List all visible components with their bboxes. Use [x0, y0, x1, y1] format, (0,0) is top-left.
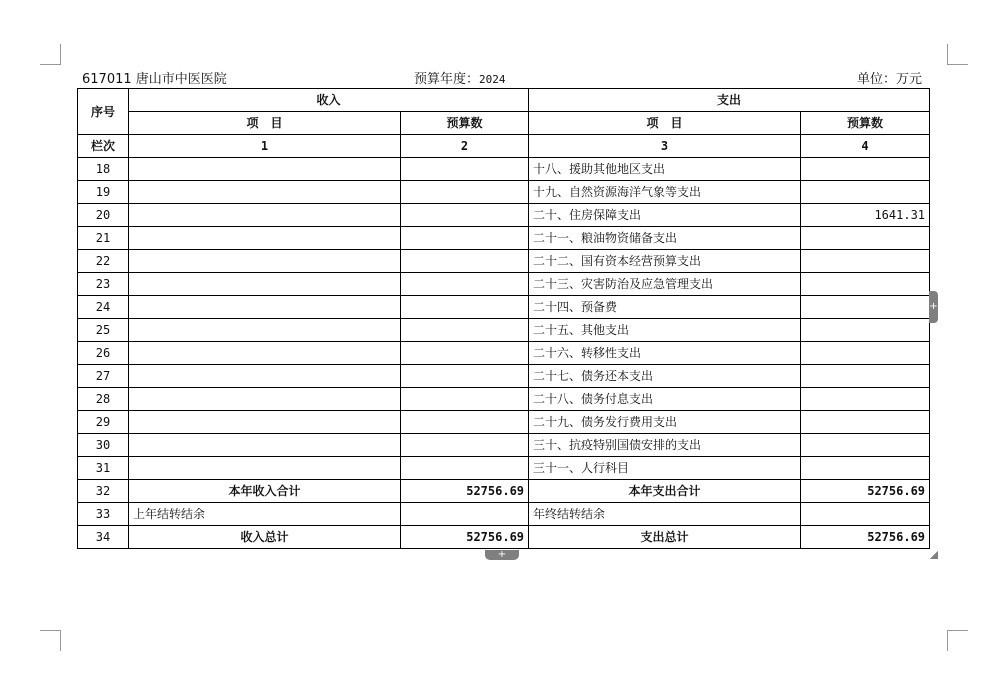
- row-seq[interactable]: 28: [78, 388, 129, 411]
- expense-item-cell[interactable]: 十八、援助其他地区支出: [529, 158, 801, 181]
- income-amount-cell[interactable]: [401, 388, 529, 411]
- expense-amount-cell[interactable]: [801, 365, 930, 388]
- row-seq[interactable]: 21: [78, 227, 129, 250]
- income-item-cell[interactable]: [129, 227, 401, 250]
- row-seq[interactable]: 34: [78, 526, 129, 549]
- income-item-cell[interactable]: [129, 273, 401, 296]
- expense-item-cell[interactable]: 二十、住房保障支出: [529, 204, 801, 227]
- organization-name: 617011 唐山市中医医院: [82, 72, 227, 87]
- income-item-cell[interactable]: [129, 319, 401, 342]
- income-amount-cell[interactable]: [401, 296, 529, 319]
- crop-mark-bottom-right: [947, 630, 968, 651]
- expense-item-cell[interactable]: 二十三、灾害防治及应急管理支出: [529, 273, 801, 296]
- income-amount-cell[interactable]: [401, 250, 529, 273]
- income-item-cell[interactable]: [129, 365, 401, 388]
- expense-amount-cell[interactable]: [801, 227, 930, 250]
- expense-amount-cell[interactable]: [801, 250, 930, 273]
- table-row: [78, 273, 930, 296]
- expense-item-cell[interactable]: 二十四、预备费: [529, 296, 801, 319]
- income-amount-cell[interactable]: [401, 411, 529, 434]
- expense-amount-cell[interactable]: 1641.31: [801, 204, 930, 227]
- expense-item-cell[interactable]: 二十六、转移性支出: [529, 342, 801, 365]
- expense-item-cell[interactable]: 二十八、债务付息支出: [529, 388, 801, 411]
- row-seq[interactable]: 23: [78, 273, 129, 296]
- row-seq[interactable]: 30: [78, 434, 129, 457]
- income-amount-cell[interactable]: [401, 158, 529, 181]
- expense-item-cell[interactable]: 三十一、人行科目: [529, 457, 801, 480]
- income-item-cell[interactable]: [129, 434, 401, 457]
- table-resize-handle[interactable]: [930, 551, 938, 559]
- income-amount-cell[interactable]: [401, 319, 529, 342]
- expense-amount-cell[interactable]: [801, 181, 930, 204]
- income-item-cell[interactable]: [129, 158, 401, 181]
- table-row: [78, 319, 930, 342]
- table-row: [78, 365, 930, 388]
- income-amount-cell[interactable]: [401, 181, 529, 204]
- expense-amount-cell[interactable]: [801, 411, 930, 434]
- row-seq[interactable]: 27: [78, 365, 129, 388]
- budget-year: [414, 68, 506, 87]
- income-item-cell[interactable]: [129, 296, 401, 319]
- income-amount-cell[interactable]: [401, 204, 529, 227]
- income-item-cell[interactable]: [129, 388, 401, 411]
- expense-amount-cell[interactable]: [801, 319, 930, 342]
- budget-year-value: 2024: [479, 73, 506, 86]
- row-seq[interactable]: 24: [78, 296, 129, 319]
- income-amount-cell[interactable]: [401, 342, 529, 365]
- row-seq[interactable]: 33: [78, 503, 129, 526]
- expense-item-cell[interactable]: 三十、抗疫特别国债安排的支出: [529, 434, 801, 457]
- expense-summary-amount[interactable]: [801, 503, 930, 526]
- col-index-3: 3: [529, 135, 801, 158]
- expense-summary-amount[interactable]: 52756.69: [801, 526, 930, 549]
- expense-item-cell[interactable]: 十九、自然资源海洋气象等支出: [529, 181, 801, 204]
- budget-table: [77, 88, 930, 549]
- expense-item-cell[interactable]: 二十五、其他支出: [529, 319, 801, 342]
- income-item-cell[interactable]: [129, 342, 401, 365]
- header-income-item: 项 目: [129, 112, 401, 135]
- expense-summary-label[interactable]: 年终结转结余: [529, 503, 801, 526]
- budget-year-label: 预算年度：: [414, 72, 480, 87]
- income-amount-cell[interactable]: [401, 227, 529, 250]
- row-seq[interactable]: 20: [78, 204, 129, 227]
- income-summary-label[interactable]: 上年结转结余: [129, 503, 401, 526]
- col-index-1: 1: [129, 135, 401, 158]
- income-amount-cell[interactable]: [401, 273, 529, 296]
- expense-summary-amount[interactable]: 52756.69: [801, 480, 930, 503]
- header-income: 收入: [129, 89, 529, 112]
- expense-item-cell[interactable]: 二十一、粮油物资储备支出: [529, 227, 801, 250]
- header-seq: 序号: [78, 89, 129, 135]
- income-amount-cell[interactable]: [401, 457, 529, 480]
- row-seq[interactable]: 26: [78, 342, 129, 365]
- crop-mark-bottom-left: [40, 630, 61, 651]
- table-row: [78, 342, 930, 365]
- table-body: [78, 158, 930, 549]
- table-row: [78, 158, 930, 181]
- expense-amount-cell[interactable]: [801, 388, 930, 411]
- table-row: [78, 411, 930, 434]
- row-seq[interactable]: 29: [78, 411, 129, 434]
- header-expense-item: 项 目: [529, 112, 801, 135]
- table-row: [78, 296, 930, 319]
- crop-mark-top-left: [40, 44, 61, 65]
- income-summary-amount[interactable]: [401, 503, 529, 526]
- table-row: [78, 227, 930, 250]
- expense-item-cell[interactable]: 二十七、债务还本支出: [529, 365, 801, 388]
- row-seq[interactable]: 18: [78, 158, 129, 181]
- add-column-handle[interactable]: +: [929, 291, 938, 323]
- expense-amount-cell[interactable]: [801, 296, 930, 319]
- income-amount-cell[interactable]: [401, 365, 529, 388]
- table-row: [78, 434, 930, 457]
- expense-amount-cell[interactable]: [801, 457, 930, 480]
- row-seq[interactable]: 32: [78, 480, 129, 503]
- header-expense-budget: 预算数: [801, 112, 930, 135]
- table-row: [78, 204, 930, 227]
- income-amount-cell[interactable]: [401, 434, 529, 457]
- summary-row: [78, 503, 930, 526]
- crop-mark-top-right: [947, 44, 968, 65]
- expense-summary-label[interactable]: 本年支出合计: [529, 480, 801, 503]
- expense-item-cell[interactable]: 二十二、国有资本经营预算支出: [529, 250, 801, 273]
- table-row: [78, 181, 930, 204]
- header-expense: 支出: [529, 89, 930, 112]
- expense-amount-cell[interactable]: [801, 342, 930, 365]
- income-item-cell[interactable]: [129, 181, 401, 204]
- row-seq[interactable]: 31: [78, 457, 129, 480]
- expense-amount-cell[interactable]: [801, 273, 930, 296]
- row-seq[interactable]: 22: [78, 250, 129, 273]
- col-index-2: 2: [401, 135, 529, 158]
- income-item-cell[interactable]: [129, 411, 401, 434]
- add-row-handle[interactable]: +: [485, 550, 519, 560]
- document-header: [82, 68, 922, 86]
- expense-amount-cell[interactable]: [801, 434, 930, 457]
- row-seq[interactable]: 25: [78, 319, 129, 342]
- expense-amount-cell[interactable]: [801, 158, 930, 181]
- row-seq[interactable]: 19: [78, 181, 129, 204]
- income-summary-amount[interactable]: 52756.69: [401, 480, 529, 503]
- income-item-cell[interactable]: [129, 457, 401, 480]
- summary-row: [78, 526, 930, 549]
- unit-label: 单位：万元: [856, 72, 922, 87]
- header-income-budget: 预算数: [401, 112, 529, 135]
- table-row: [78, 250, 930, 273]
- expense-item-cell[interactable]: 二十九、债务发行费用支出: [529, 411, 801, 434]
- income-item-cell[interactable]: [129, 204, 401, 227]
- income-item-cell[interactable]: [129, 250, 401, 273]
- table-row: [78, 388, 930, 411]
- income-summary-amount[interactable]: 52756.69: [401, 526, 529, 549]
- summary-row: [78, 480, 930, 503]
- income-summary-label[interactable]: 收入总计: [129, 526, 401, 549]
- expense-summary-label[interactable]: 支出总计: [529, 526, 801, 549]
- income-summary-label[interactable]: 本年收入合计: [129, 480, 401, 503]
- table-row: [78, 457, 930, 480]
- header-col-index-label: 栏次: [78, 135, 129, 158]
- col-index-4: 4: [801, 135, 930, 158]
